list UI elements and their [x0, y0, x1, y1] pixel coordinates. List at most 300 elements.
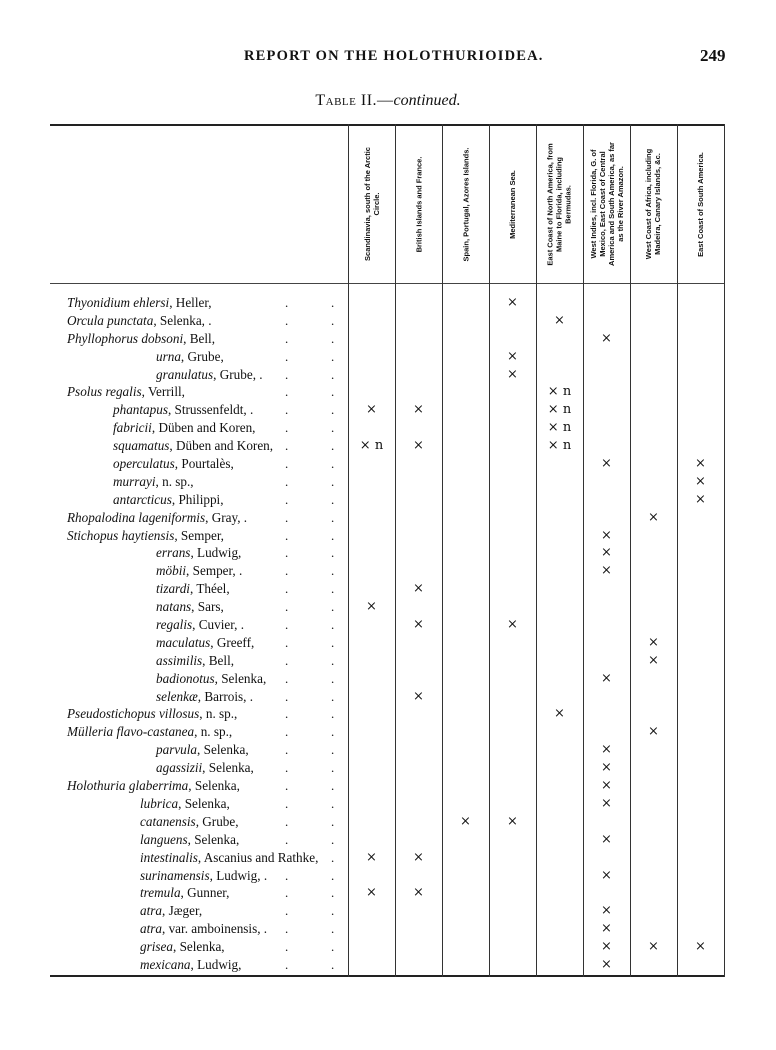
occurrence-mark: ×: [413, 849, 424, 865]
leader-dot: .: [331, 634, 335, 650]
species-name: [67, 723, 232, 741]
occurrence-mark: ×: [695, 939, 706, 955]
leader-dot: .: [331, 563, 335, 579]
species-name: [140, 884, 229, 902]
leader-dot: .: [285, 563, 289, 579]
table-row: [50, 312, 725, 330]
table-row: [50, 849, 725, 867]
occurrence-mark: ×: [601, 956, 612, 972]
leader-dot: .: [331, 831, 335, 847]
leader-dot: .: [285, 384, 289, 400]
species-name: [113, 455, 234, 473]
column-header-label: East Coast of South America.: [696, 151, 705, 257]
distribution-table: [50, 124, 725, 978]
species-authority: , Théel,: [189, 581, 230, 597]
table-top-rule: [50, 124, 725, 126]
occurrence-mark: ×: [601, 867, 612, 883]
species-authority: , Pourtalès,: [174, 456, 234, 472]
species-epithet: Psolus regalis: [67, 384, 142, 400]
species-name: [140, 867, 267, 885]
occurrence-mark: ×: [648, 652, 659, 668]
occurrence-mark: ×: [507, 348, 518, 364]
species-epithet: languens: [140, 831, 188, 847]
table-row: [50, 491, 725, 509]
species-epithet: atra: [140, 921, 162, 937]
species-authority: , Düben and Koren,: [151, 420, 256, 436]
occurrence-mark: ×: [601, 456, 612, 472]
occurrence-mark: ×: [601, 330, 612, 346]
species-epithet: parvula: [156, 742, 198, 758]
occurrence-mark: × n: [547, 402, 572, 418]
species-name: [67, 527, 224, 545]
leader-dot: .: [331, 885, 335, 901]
species-name: [67, 330, 215, 348]
species-epithet: agassizii: [156, 760, 203, 776]
occurrence-mark: ×: [601, 563, 612, 579]
species-authority: , n. sp.,: [155, 473, 194, 489]
species-name: [113, 473, 194, 491]
species-name: [67, 312, 212, 330]
leader-dot: .: [285, 348, 289, 364]
species-name: [156, 348, 224, 366]
leader-dot: .: [285, 509, 289, 525]
species-name: [156, 759, 254, 777]
species-epithet: errans: [156, 545, 191, 561]
leader-dot: .: [331, 599, 335, 615]
occurrence-mark: ×: [695, 491, 706, 507]
table-row: [50, 330, 725, 348]
column-divider: [583, 124, 584, 977]
leader-dot: .: [331, 652, 335, 668]
caption-label: Table II.—: [315, 92, 394, 109]
leader-dot: .: [331, 384, 335, 400]
species-epithet: Stichopus haytiensis: [67, 527, 175, 543]
occurrence-mark: ×: [648, 634, 659, 650]
column-header-label: East Coast of North America, from Maine to Florida, including Bermudas.: [546, 142, 573, 266]
species-name: [156, 741, 249, 759]
species-authority: , Sars,: [191, 599, 224, 615]
column-divider: [630, 124, 631, 977]
leader-dot: .: [285, 742, 289, 758]
occurrence-mark: ×: [366, 402, 377, 418]
species-name: [113, 401, 253, 419]
species-authority: , Gray, .: [205, 509, 248, 525]
occurrence-mark: ×: [601, 760, 612, 776]
species-authority: , Grube, .: [213, 366, 263, 382]
leader-dot: .: [285, 330, 289, 346]
table-row: [50, 544, 725, 562]
species-name: [156, 544, 241, 562]
column-header-label: British Islands and France.: [414, 156, 424, 252]
column-header-label: Spain, Portugal, Azores Islands.: [461, 147, 471, 261]
leader-dot: .: [285, 491, 289, 507]
leader-dot: .: [285, 688, 289, 704]
table-row: [50, 366, 725, 384]
leader-dot: .: [331, 939, 335, 955]
occurrence-mark: × n: [547, 420, 572, 436]
table-row: [50, 634, 725, 652]
species-name: [140, 956, 241, 974]
occurrence-mark: ×: [601, 545, 612, 561]
species-epithet: murrayi: [113, 473, 156, 489]
species-authority: , Ludwig,: [190, 545, 242, 561]
species-authority: , Gunner,: [180, 885, 230, 901]
leader-dot: .: [285, 438, 289, 454]
leader-dot: .: [331, 688, 335, 704]
table-row: [50, 562, 725, 580]
occurrence-mark: ×: [601, 939, 612, 955]
leader-dot: .: [331, 617, 335, 633]
species-epithet: möbii: [156, 563, 187, 579]
species-name: [67, 294, 212, 312]
species-epithet: Orcula punctata: [67, 312, 154, 328]
leader-dot: .: [331, 849, 335, 865]
occurrence-mark: ×: [413, 581, 424, 597]
species-authority: , Heller,: [169, 295, 212, 310]
table-row: [50, 652, 725, 670]
species-authority: , Selenka,: [197, 742, 249, 758]
species-authority: , Selenka,: [172, 939, 225, 955]
leader-dot: .: [285, 903, 289, 919]
leader-dot: .: [285, 778, 289, 794]
occurrence-mark: × n: [359, 438, 384, 454]
species-authority: , Ludwig,: [190, 956, 242, 972]
column-header: [536, 128, 583, 280]
species-epithet: Pseudostichopus villosus: [67, 706, 200, 722]
table-row: [50, 437, 725, 455]
species-epithet: selenkæ: [156, 688, 198, 704]
species-epithet: surinamensis: [140, 867, 210, 883]
leader-dot: .: [285, 473, 289, 489]
species-authority: , Selenka,: [214, 670, 267, 686]
leader-dot: .: [285, 545, 289, 561]
species-epithet: lubrica: [140, 795, 179, 811]
species-epithet: maculatus: [156, 634, 211, 650]
leader-dot: .: [285, 402, 289, 418]
leader-dot: .: [285, 420, 289, 436]
occurrence-mark: ×: [507, 813, 518, 829]
leader-dot: .: [331, 545, 335, 561]
page-number: 249: [700, 46, 726, 65]
leader-dot: .: [331, 724, 335, 740]
column-header: [630, 128, 677, 280]
leader-dot: .: [285, 670, 289, 686]
species-authority: , Cuvier, .: [192, 617, 245, 633]
leader-dot: .: [331, 581, 335, 597]
occurrence-mark: ×: [366, 885, 377, 901]
occurrence-mark: ×: [648, 509, 659, 525]
species-epithet: assimilis: [156, 652, 203, 668]
leader-dot: .: [285, 295, 289, 310]
species-name: [156, 616, 244, 634]
occurrence-mark: ×: [695, 473, 706, 489]
table-row: [50, 759, 725, 777]
table-row: [50, 920, 725, 938]
table-row: [50, 741, 725, 759]
leader-dot: .: [331, 527, 335, 543]
leader-dot: .: [331, 956, 335, 972]
species-epithet: atra: [140, 903, 162, 919]
species-authority: , Grube,: [180, 348, 224, 364]
column-divider: [724, 124, 725, 977]
species-name: [113, 419, 255, 437]
species-name: [156, 652, 234, 670]
species-epithet: Mülleria flavo-castanea: [67, 724, 195, 740]
species-epithet: operculatus: [113, 456, 175, 472]
leader-dot: .: [285, 724, 289, 740]
occurrence-mark: ×: [413, 438, 424, 454]
leader-dot: .: [285, 813, 289, 829]
species-authority: , Selenka,: [202, 760, 254, 776]
occurrence-mark: ×: [601, 903, 612, 919]
species-epithet: catanensis: [140, 813, 196, 829]
table-row: [50, 294, 725, 312]
species-name: [156, 580, 230, 598]
species-epithet: fabricii: [113, 420, 152, 436]
species-epithet: Rhopalodina lageniformis: [67, 509, 206, 525]
column-header: [489, 128, 536, 280]
table-bottom-rule: [50, 975, 725, 977]
occurrence-mark: × n: [547, 438, 572, 454]
species-epithet: Thyonidium ehlersi: [67, 295, 170, 310]
species-name: [140, 831, 239, 849]
occurrence-mark: ×: [601, 795, 612, 811]
leader-dot: .: [285, 617, 289, 633]
leader-dot: .: [285, 956, 289, 972]
occurrence-mark: ×: [601, 778, 612, 794]
leader-dot: .: [331, 795, 335, 811]
species-authority: , Bell,: [202, 652, 235, 668]
table-row: [50, 813, 725, 831]
occurrence-mark: ×: [366, 849, 377, 865]
leader-dot: .: [285, 939, 289, 955]
species-epithet: grisea: [140, 939, 173, 955]
species-name: [113, 437, 273, 455]
species-epithet: Holothuria glaberrima: [67, 778, 189, 794]
column-divider: [677, 124, 678, 977]
leader-dot: .: [331, 420, 335, 436]
table-row: [50, 383, 725, 401]
table-row: [50, 795, 725, 813]
species-epithet: intestinalis: [140, 849, 198, 865]
column-header-label: Scandinavia, south of the Arctic Circle.: [362, 147, 381, 261]
leader-dot: .: [285, 366, 289, 382]
occurrence-mark: ×: [601, 742, 612, 758]
leader-dot: .: [331, 473, 335, 489]
column-divider: [489, 124, 490, 977]
leader-dot: .: [331, 903, 335, 919]
occurrence-mark: ×: [601, 831, 612, 847]
leader-dot: .: [285, 634, 289, 650]
column-header-label: Mediterranean Sea.: [508, 169, 517, 239]
leader-dot: .: [331, 778, 335, 794]
species-epithet: tremula: [140, 885, 181, 901]
species-authority: , Verrill,: [141, 384, 185, 400]
table-row: [50, 688, 725, 706]
species-name: [156, 670, 266, 688]
leader-dot: .: [331, 670, 335, 686]
table-row: [50, 419, 725, 437]
species-name: [67, 383, 185, 401]
species-authority: , Philippi,: [171, 491, 224, 507]
species-authority: , Selenka,: [178, 795, 230, 811]
column-header: [677, 128, 724, 280]
column-header: [442, 128, 489, 280]
species-epithet: granulatus: [156, 366, 214, 382]
leader-dot: .: [331, 867, 335, 883]
occurrence-mark: ×: [460, 813, 471, 829]
occurrence-mark: ×: [648, 939, 659, 955]
table-row: [50, 670, 725, 688]
table-row: [50, 938, 725, 956]
leader-dot: .: [331, 813, 335, 829]
species-name: [140, 813, 239, 831]
species-authority: , Semper, .: [186, 563, 243, 579]
species-authority: , Strussenfeldt, .: [167, 402, 254, 418]
species-name: [140, 849, 318, 867]
table-row: [50, 705, 725, 723]
leader-dot: .: [285, 867, 289, 883]
occurrence-mark: ×: [554, 312, 565, 328]
column-header: [583, 128, 630, 280]
leader-dot: .: [331, 330, 335, 346]
leader-dot: .: [285, 795, 289, 811]
table-row: [50, 509, 725, 527]
occurrence-mark: ×: [601, 670, 612, 686]
caption-suffix: continued.: [393, 92, 461, 109]
species-name: [140, 902, 202, 920]
species-authority: , Selenka,: [188, 778, 240, 794]
occurrence-mark: ×: [507, 295, 518, 310]
leader-dot: .: [285, 706, 289, 722]
table-header-rule: [50, 283, 725, 284]
table-row: [50, 831, 725, 849]
leader-dot: .: [331, 366, 335, 382]
occurrence-mark: × n: [547, 384, 572, 400]
occurrence-mark: ×: [413, 402, 424, 418]
species-authority: , n. sp.,: [194, 724, 233, 740]
occurrence-mark: ×: [413, 617, 424, 633]
table-row: [50, 401, 725, 419]
species-epithet: mexicana: [140, 956, 191, 972]
species-epithet: urna: [156, 348, 181, 364]
species-epithet: natans: [156, 599, 192, 615]
species-authority: , Ascanius and Rathke,: [197, 849, 319, 865]
species-epithet: badionotus: [156, 670, 215, 686]
species-authority: , Jæger,: [161, 903, 203, 919]
leader-dot: .: [285, 312, 289, 328]
leader-dot: .: [285, 760, 289, 776]
species-authority: , n. sp.,: [199, 706, 238, 722]
table-row: [50, 884, 725, 902]
species-epithet: regalis: [156, 617, 193, 633]
table-row: [50, 616, 725, 634]
species-name: [67, 509, 247, 527]
species-authority: , Barrois, .: [197, 688, 254, 704]
leader-dot: .: [331, 509, 335, 525]
leader-dot: .: [285, 885, 289, 901]
leader-dot: .: [331, 921, 335, 937]
species-epithet: tizardi: [156, 581, 190, 597]
occurrence-mark: ×: [507, 617, 518, 633]
leader-dot: .: [331, 402, 335, 418]
leader-dot: .: [331, 438, 335, 454]
column-divider: [395, 124, 396, 977]
species-authority: , Semper,: [174, 527, 224, 543]
species-name: [140, 938, 225, 956]
running-title: REPORT ON THE HOLOTHURIOIDEA.: [244, 48, 544, 64]
leader-dot: .: [285, 652, 289, 668]
table-row: [50, 867, 725, 885]
leader-dot: .: [331, 295, 335, 310]
species-authority: , Selenka,: [187, 831, 240, 847]
leader-dot: .: [331, 760, 335, 776]
leader-dot: .: [331, 706, 335, 722]
table-row: [50, 348, 725, 366]
occurrence-mark: ×: [695, 456, 706, 472]
species-name: [67, 777, 240, 795]
species-name: [156, 634, 254, 652]
species-authority: , var. amboinensis, .: [161, 921, 268, 937]
species-name: [113, 491, 224, 509]
occurrence-mark: ×: [648, 724, 659, 740]
leader-dot: .: [285, 921, 289, 937]
leader-dot: .: [331, 312, 335, 328]
species-authority: , Ludwig, .: [209, 867, 268, 883]
leader-dot: .: [285, 599, 289, 615]
species-name: [156, 688, 253, 706]
species-authority: , Greeff,: [210, 634, 255, 650]
column-header-label: West Coast of Africa, including Madeira, Canary Islands, &c.: [644, 148, 663, 260]
leader-dot: .: [331, 348, 335, 364]
leader-dot: .: [331, 742, 335, 758]
table-row: [50, 580, 725, 598]
leader-dot: .: [285, 456, 289, 472]
species-name: [140, 795, 230, 813]
leader-dot: .: [285, 527, 289, 543]
species-authority: , Düben and Koren,: [169, 438, 274, 454]
table-row: [50, 527, 725, 545]
table-row: [50, 956, 725, 974]
column-divider: [348, 124, 349, 977]
column-header: [395, 128, 442, 280]
column-divider: [536, 124, 537, 977]
table-body: [50, 294, 725, 974]
species-name: [156, 562, 242, 580]
column-divider: [442, 124, 443, 977]
species-epithet: squamatus: [113, 438, 170, 454]
species-authority: , Bell,: [183, 330, 215, 346]
species-authority: , Grube,: [195, 813, 239, 829]
occurrence-mark: ×: [413, 885, 424, 901]
species-epithet: antarcticus: [113, 491, 172, 507]
species-epithet: phantapus: [113, 402, 168, 418]
species-name: [156, 598, 224, 616]
species-name: [156, 366, 263, 384]
species-epithet: Phyllophorus dobsoni: [67, 330, 184, 346]
occurrence-mark: ×: [413, 688, 424, 704]
occurrence-mark: ×: [601, 527, 612, 543]
species-authority: , Selenka, .: [153, 312, 212, 328]
table-row: [50, 723, 725, 741]
table-row: [50, 777, 725, 795]
leader-dot: .: [285, 831, 289, 847]
occurrence-mark: ×: [366, 599, 377, 615]
table-row: [50, 902, 725, 920]
occurrence-mark: ×: [507, 366, 518, 382]
species-name: [140, 920, 267, 938]
column-header: [348, 128, 395, 280]
